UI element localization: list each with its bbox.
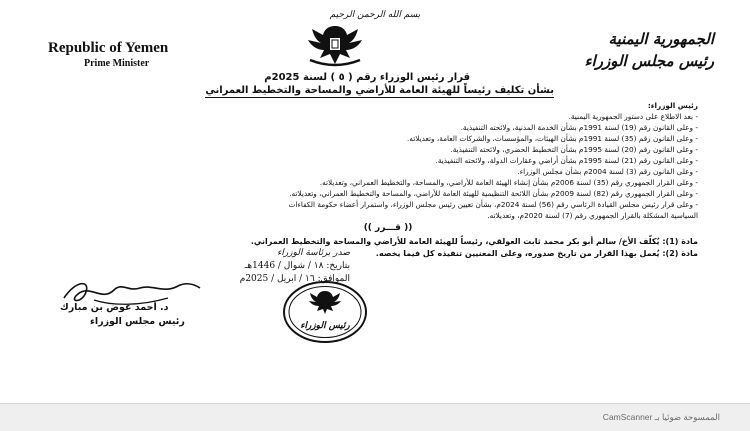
hijri-date: بتاريخ: ١٨ / شوال / 1446هـ — [244, 261, 350, 271]
signatory-title: رئيس مجلس الوزراء — [90, 316, 185, 327]
gregorian-date: الموافق: ١٦ / ابريل / 2025م — [239, 274, 350, 284]
article-2: مادة (2): يُعمل بهذا القرار من تاريخ صدوره، وعلى المعنيين تنفيذه كل فيما يخصه. — [375, 249, 698, 258]
basmala: بسم الله الرحمن الرحيم — [329, 10, 421, 20]
decree-body — [78, 100, 698, 260]
preamble-line: - وعلى القانون رقم (21) لسنة 1995م بشأن أراضي وعقارات الدولة، ولائحته التنفيذية. — [435, 156, 698, 165]
decree-title: قرار رئيس الوزراء رقم ( ٥ ) لسنة 2025م — [264, 72, 470, 83]
preamble-line: - وعلى القانون رقم (3) لسنة 2004م بشأن مجلس الوزراء. — [517, 167, 698, 176]
english-office-name: Prime Minister — [84, 58, 150, 69]
preamble-heading: رئيس الوزراء: — [647, 101, 698, 110]
arabic-country-name: الجمهورية اليمنية — [608, 30, 714, 48]
preamble-line: - وعلى القانون رقم (35) لسنة 1991م بشأن الهيئات، والمؤسسات، والشركات العامة، وتعديلاته. — [406, 134, 698, 143]
preamble-line: السياسية المشكلة بالقرار الجمهوري رقم (7) لسنة 2020م، وتعديلاته. — [487, 211, 698, 220]
issued-at: صدر برئاسة الوزراء — [277, 248, 350, 258]
preamble-line: - وعلى القرار الجمهوري رقم (35) لسنة 2006م بشأن إنشاء الهيئة العامة للأراضي، والمساحة، والتخطيط العمراني، وتعديلاته. — [319, 178, 698, 187]
preamble-line: - وعلى القانون رقم (19) لسنة 1991م بشأن الخدمة المدنية، ولائحته التنفيذية. — [460, 123, 698, 132]
english-country-name: Republic of Yemen — [48, 40, 169, 56]
signatory-name: د. أحمد عوض بن مبارك — [60, 302, 169, 313]
preamble-line: - وعلى قرار رئيس مجلس القيادة الرئاسي رقم (56) لسنة 2024م، بشأن تعيين رئيس مجلس الوزراء، واستمرار أعضاء حكومة الكفاءات — [288, 200, 698, 209]
preamble-line: - وعلى القرار الجمهوري رقم (82) لسنة 2009م بشأن اللائحة التنظيمية للهيئة العامة للأراضي، والمساحة والتخطيط العمراني، وتعديلاته. — [289, 189, 698, 198]
preamble-line: - وعلى القانون رقم (20) لسنة 1995م بشأن التخطيط الحضري، ولائحته التنفيذية. — [450, 145, 698, 154]
preamble-line: - بعد الاطلاع على دستور الجمهورية اليمنية. — [568, 112, 698, 121]
arabic-office-name: رئيس مجلس الوزراء — [584, 52, 714, 70]
seal-text: رئيس الوزراء — [300, 321, 350, 331]
yemen-eagle-emblem-icon — [300, 20, 370, 68]
official-seal-icon — [282, 280, 368, 344]
scanner-footer-bar — [0, 403, 750, 431]
decision-heading: (( قـــرر )) — [363, 223, 413, 233]
article-1: مادة (1): يُكلّف الأخ/ سالم أبو بكر محمد ثابت العولقي، رئيساً للهيئة العامة للأراضي والمساحة والتخطيط العمراني. — [250, 237, 698, 246]
decree-subject: بشأن تكليف رئيساً للهيئة العامة للأراضي والمساحة والتخطيط العمراني — [205, 85, 554, 96]
scanner-watermark: الممسوحة ضوئيا بـ CamScanner — [602, 412, 720, 422]
